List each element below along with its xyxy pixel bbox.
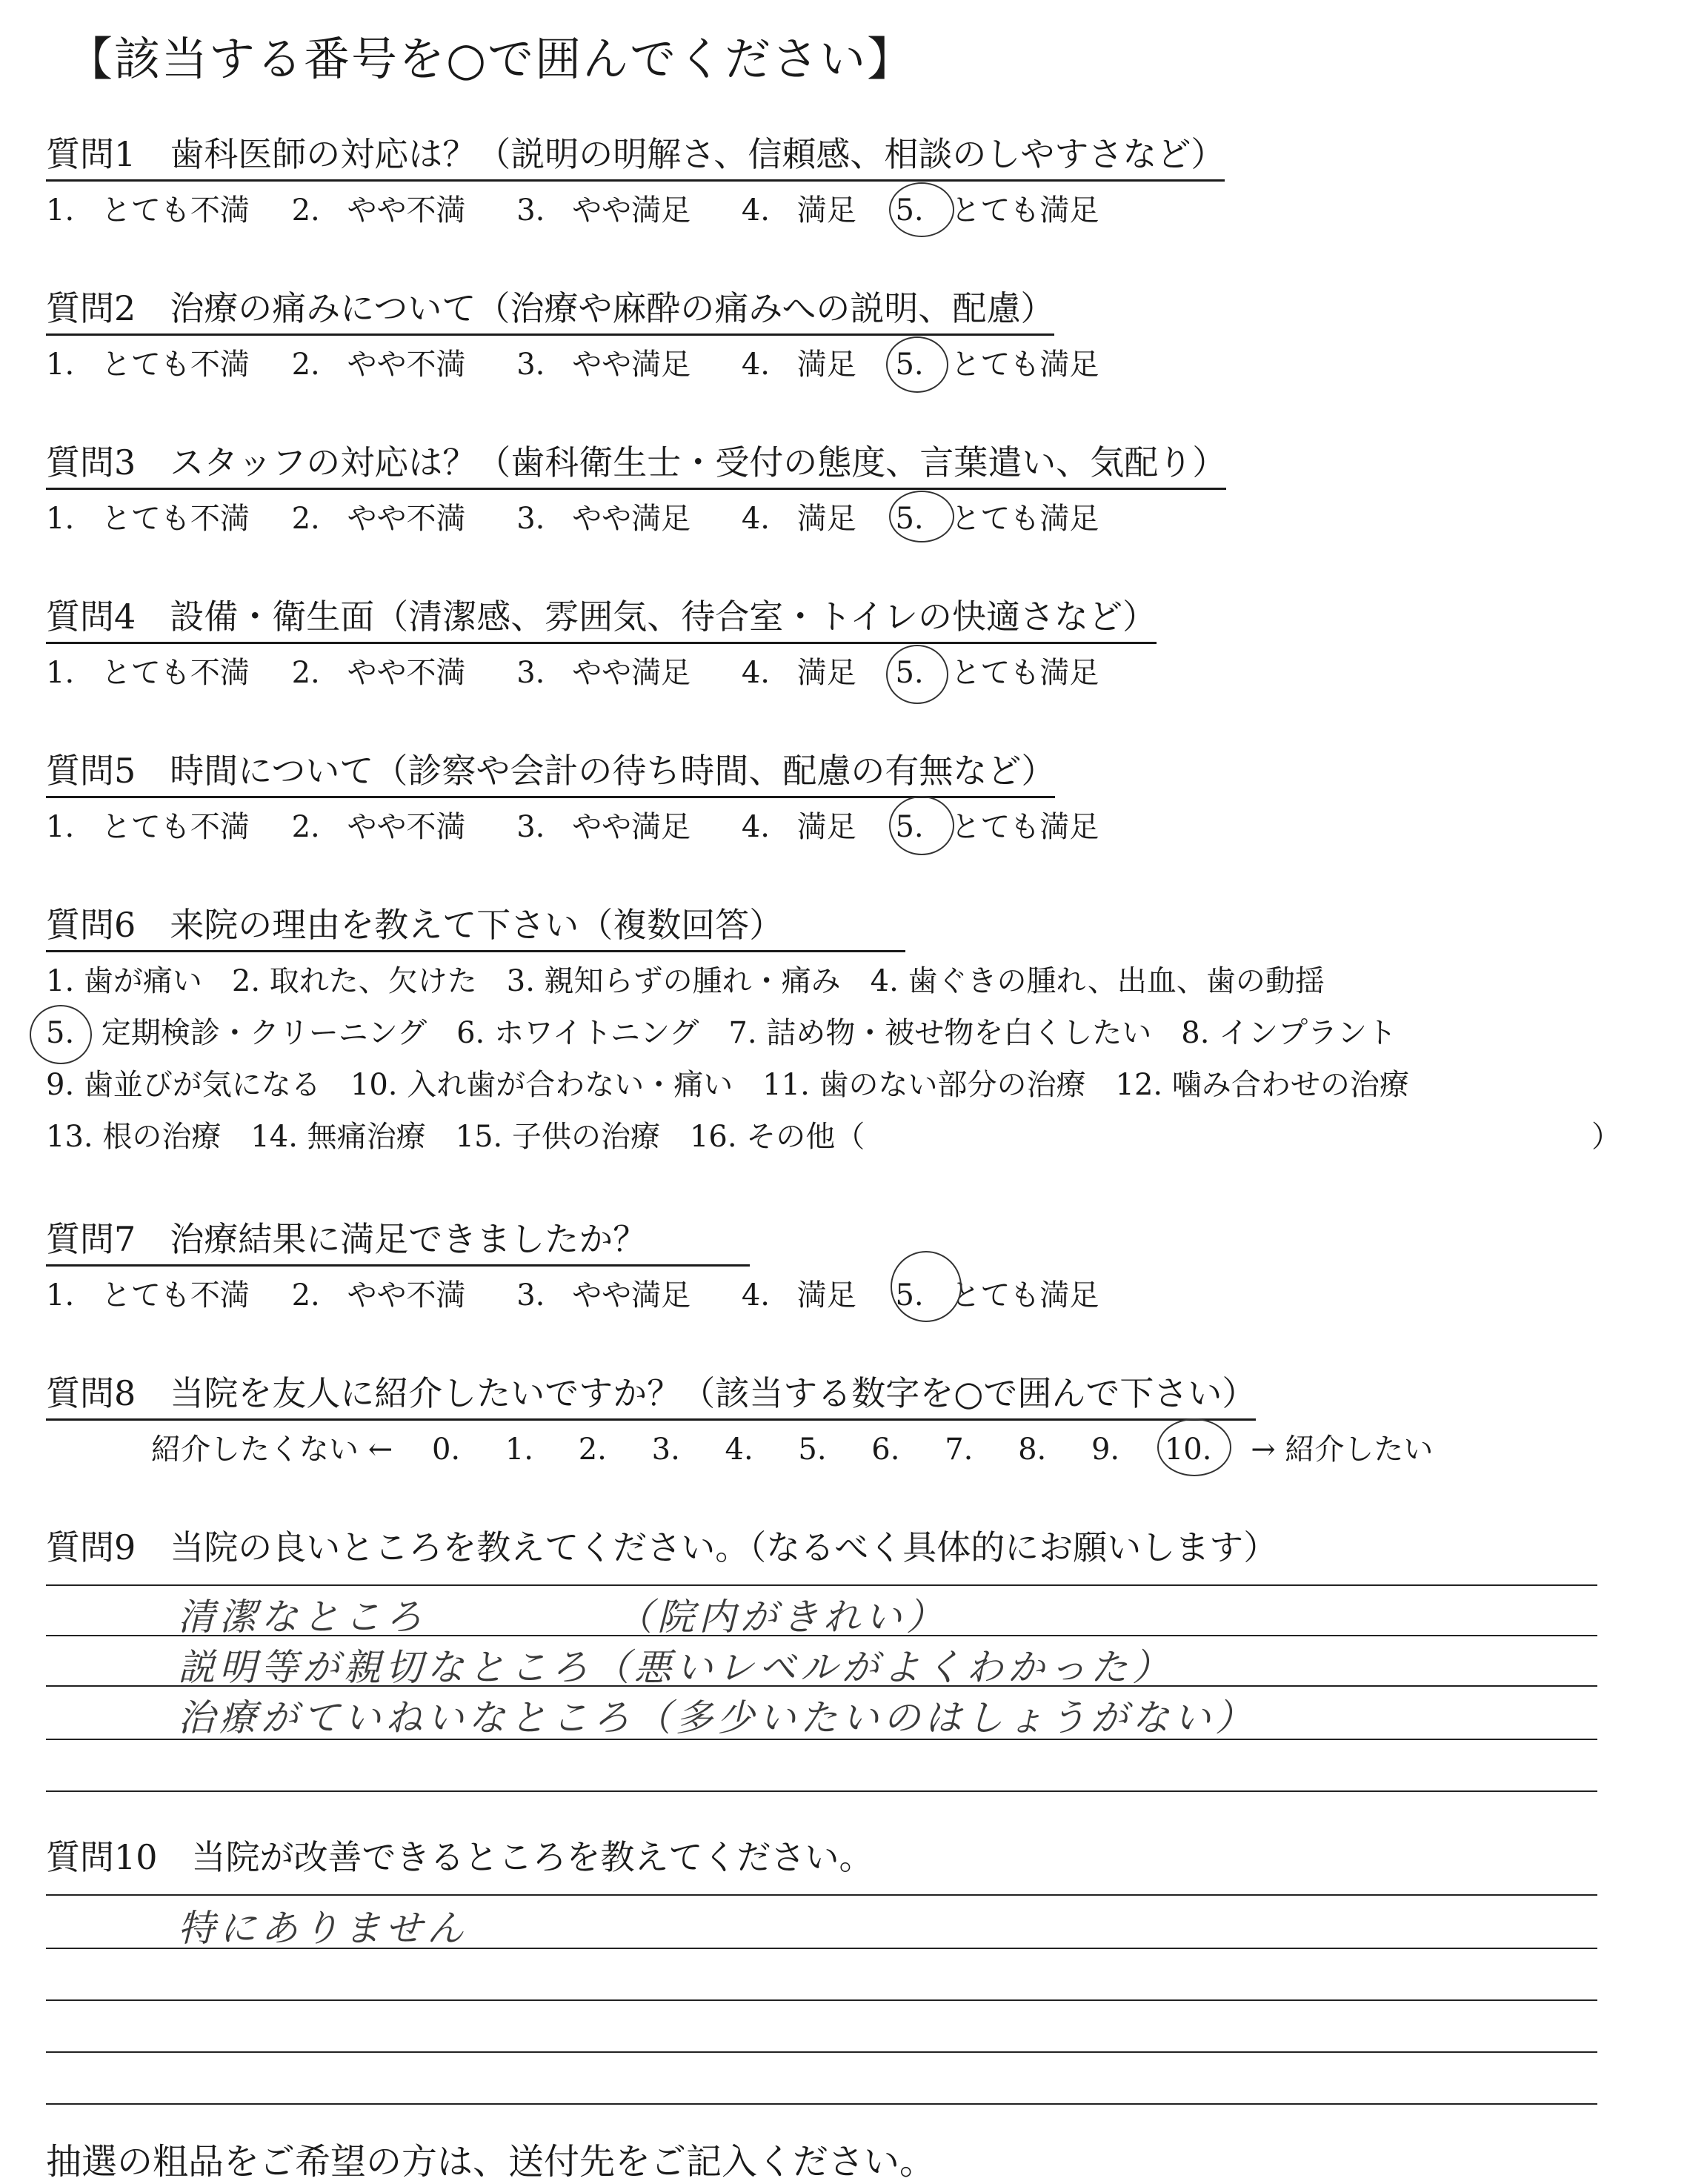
option-4-text: 満足 [796,348,856,382]
option-3-text: やや満足 [572,348,691,382]
option-5-text: とても満足 [951,502,1099,536]
option-4-text: 満足 [796,502,856,536]
question-2-label: 質問2 治療の痛みについて（治療や麻酔の痛みへの説明、配慮） [46,282,1054,336]
answer-line [46,1894,1597,1896]
question-4-label: 質問4 設備・衛生面（清潔感、雰囲気、待合室・トイレの快適さなど） [46,590,1157,644]
scale-3: 3. [651,1433,680,1467]
scale-1: 1. [505,1433,534,1467]
handwritten-answer-3: 治療がていねいなところ（多少いたいのはしょうがない） [178,1696,1257,1739]
scale-10: 10. [1164,1433,1212,1467]
selection-circle-q1[interactable] [889,182,954,237]
option-2-num: 2. [291,810,320,844]
selection-circle-q3[interactable] [889,491,954,542]
answer-line [46,1999,1597,2001]
question-5-label: 質問5 時間について（診察や会計の待ち時間、配慮の有無など） [46,744,1055,798]
question-6-label: 質問6 来院の理由を教えて下さい（複数回答） [46,898,905,952]
question-8-scale [151,1426,1433,1468]
option-1-text: とても不満 [101,1278,250,1312]
option-2-text: やや不満 [347,193,466,228]
option-5-num: 5. [895,810,924,844]
option-3-text: やや満足 [572,193,691,228]
option-1-num: 1. [46,656,75,690]
scale-5: 5. [798,1433,827,1467]
option-4-text: 満足 [796,193,856,228]
option-1-text: とても不満 [101,656,250,690]
option-2-num: 2. [291,502,320,536]
option-2-text: やや不満 [347,656,466,690]
option-3-num: 3. [516,810,545,844]
option-3-num: 3. [516,656,545,690]
scale-6: 6. [871,1433,900,1467]
option-5-text: とても満足 [951,656,1099,690]
option-4-text: 満足 [796,656,856,690]
option-3-text: やや満足 [572,502,691,536]
selection-circle-q2[interactable] [886,336,948,393]
option-3-text: やや満足 [572,656,691,690]
answer-line [46,1948,1597,1949]
question-7-label: 質問7 治療結果に満足できましたか？ [46,1212,750,1267]
answer-line [46,2051,1597,2053]
option-1-num: 1. [46,193,75,228]
option-4-text: 満足 [796,1278,856,1312]
answer-line [46,1739,1597,1740]
option-1-text: とても不満 [101,193,250,228]
option-5-text: とても満足 [951,1278,1099,1312]
option-5-num: 5. [895,1278,924,1312]
option-3-num: 3. [516,1278,545,1312]
handwritten-answer-1: 清潔なところ （院内がきれい） [178,1596,948,1639]
option-2-text: やや不満 [347,348,466,382]
question-9-label: 質問9 当院の良いところを教えてください。（なるべく具体的にお願いします） [46,1527,1278,1567]
option-4-num: 4. [741,1278,770,1312]
option-2-num: 2. [291,348,320,382]
scale-9: 9. [1091,1433,1120,1467]
option-3-num: 3. [516,502,545,536]
option-4-num: 4. [741,193,770,228]
option-5-num: 5. [895,348,924,382]
option-3-num: 3. [516,193,545,228]
question-1-label: 質問1 歯科医師の対応は？（説明の明解さ、信頼感、相談のしやすさなど） [46,127,1225,182]
question-6-row-3: 9. 歯並びが気になる 10. 入れ歯が合わない・痛い 11. 歯のない部分の治療 12. 噛み合わせの治療 [46,1068,1409,1102]
option-5-text: とても満足 [951,810,1099,844]
option-2-text: やや不満 [347,810,466,844]
question-6-row-4: 13. 根の治療 14. 無痛治療 15. 子供の治療 16. その他（ [46,1120,865,1154]
option-1-num: 1. [46,1278,75,1312]
scale-8: 8. [1018,1433,1047,1467]
question-6-row-1: 1. 歯が痛い 2. 取れた、欠けた 3. 親知らずの腫れ・痛み 4. 歯ぐきの腫れ、出血、歯の動揺 [46,964,1325,998]
scale-right-label: → 紹介したい [1251,1433,1434,1467]
option-2-num: 2. [291,1278,320,1312]
option-5-num: 5. [895,193,924,228]
selection-circle-q7[interactable] [891,1251,962,1322]
selection-circle-q4[interactable] [886,645,948,704]
option-5-text: とても満足 [951,193,1099,228]
option-5-num: 5. [895,656,924,690]
option-3-num: 3. [516,348,545,382]
option-4-text: 満足 [796,810,856,844]
selection-circle-q5[interactable] [889,796,954,855]
option-1-num: 1. [46,810,75,844]
page-title: 【該当する番号を○で囲んでください】 [67,32,915,86]
scale-2: 2. [578,1433,607,1467]
footer-note: 抽選の粗品をご希望の方は、送付先をご記入ください。 [46,2141,936,2183]
option-1-text: とても不満 [101,810,250,844]
handwritten-answer-q10: 特にありません [178,1907,468,1950]
option-4-num: 4. [741,810,770,844]
option-2-text: やや不満 [347,502,466,536]
option-2-text: やや不満 [347,1278,466,1312]
option-1-text: とても不満 [101,502,250,536]
answer-line [46,1584,1597,1586]
question-8-label: 質問8 当院を友人に紹介したいですか？（該当する数字を○で囲んで下さい） [46,1367,1256,1421]
answer-line [46,2103,1597,2105]
scale-left-label: 紹介したくない ← [151,1433,393,1467]
scale-4: 4. [725,1433,753,1467]
scale-7: 7. [945,1433,974,1467]
option-5-num: 5. [895,502,924,536]
answer-line [46,1790,1597,1792]
selection-circle-q8[interactable] [1157,1418,1231,1476]
option-1-num: 1. [46,502,75,536]
selection-circle-q6[interactable] [30,1005,92,1064]
option-5-text: とても満足 [951,348,1099,382]
question-10-label: 質問10 当院が改善できるところを教えてください。 [46,1837,874,1877]
option-4-num: 4. [741,656,770,690]
option-1-text: とても不満 [101,348,250,382]
scale-0: 0. [431,1433,461,1467]
option-2-num: 2. [291,193,320,228]
question-6-row-2 [46,1009,1397,1052]
question-3-label: 質問3 スタッフの対応は？（歯科衛生士・受付の態度、言葉遣い、気配り） [46,436,1226,490]
answer-line [46,1685,1597,1687]
question-6-other-close: ） [1591,1120,1621,1154]
option-row-2-text: 定期検診・クリーニング 6. ホワイトニング 7. 詰め物・被せ物を白くしたい 8. インプラント [101,1016,1397,1050]
option-3-text: やや満足 [572,1278,691,1312]
option-1-num: 1. [46,348,75,382]
option-4-num: 4. [741,348,770,382]
option-5-num: 5. [46,1016,75,1050]
option-2-num: 2. [291,656,320,690]
answer-line [46,1635,1597,1636]
option-4-num: 4. [741,502,770,536]
option-3-text: やや満足 [572,810,691,844]
handwritten-answer-2: 説明等が親切なところ（悪いレベルがよくわかった） [178,1646,1174,1689]
